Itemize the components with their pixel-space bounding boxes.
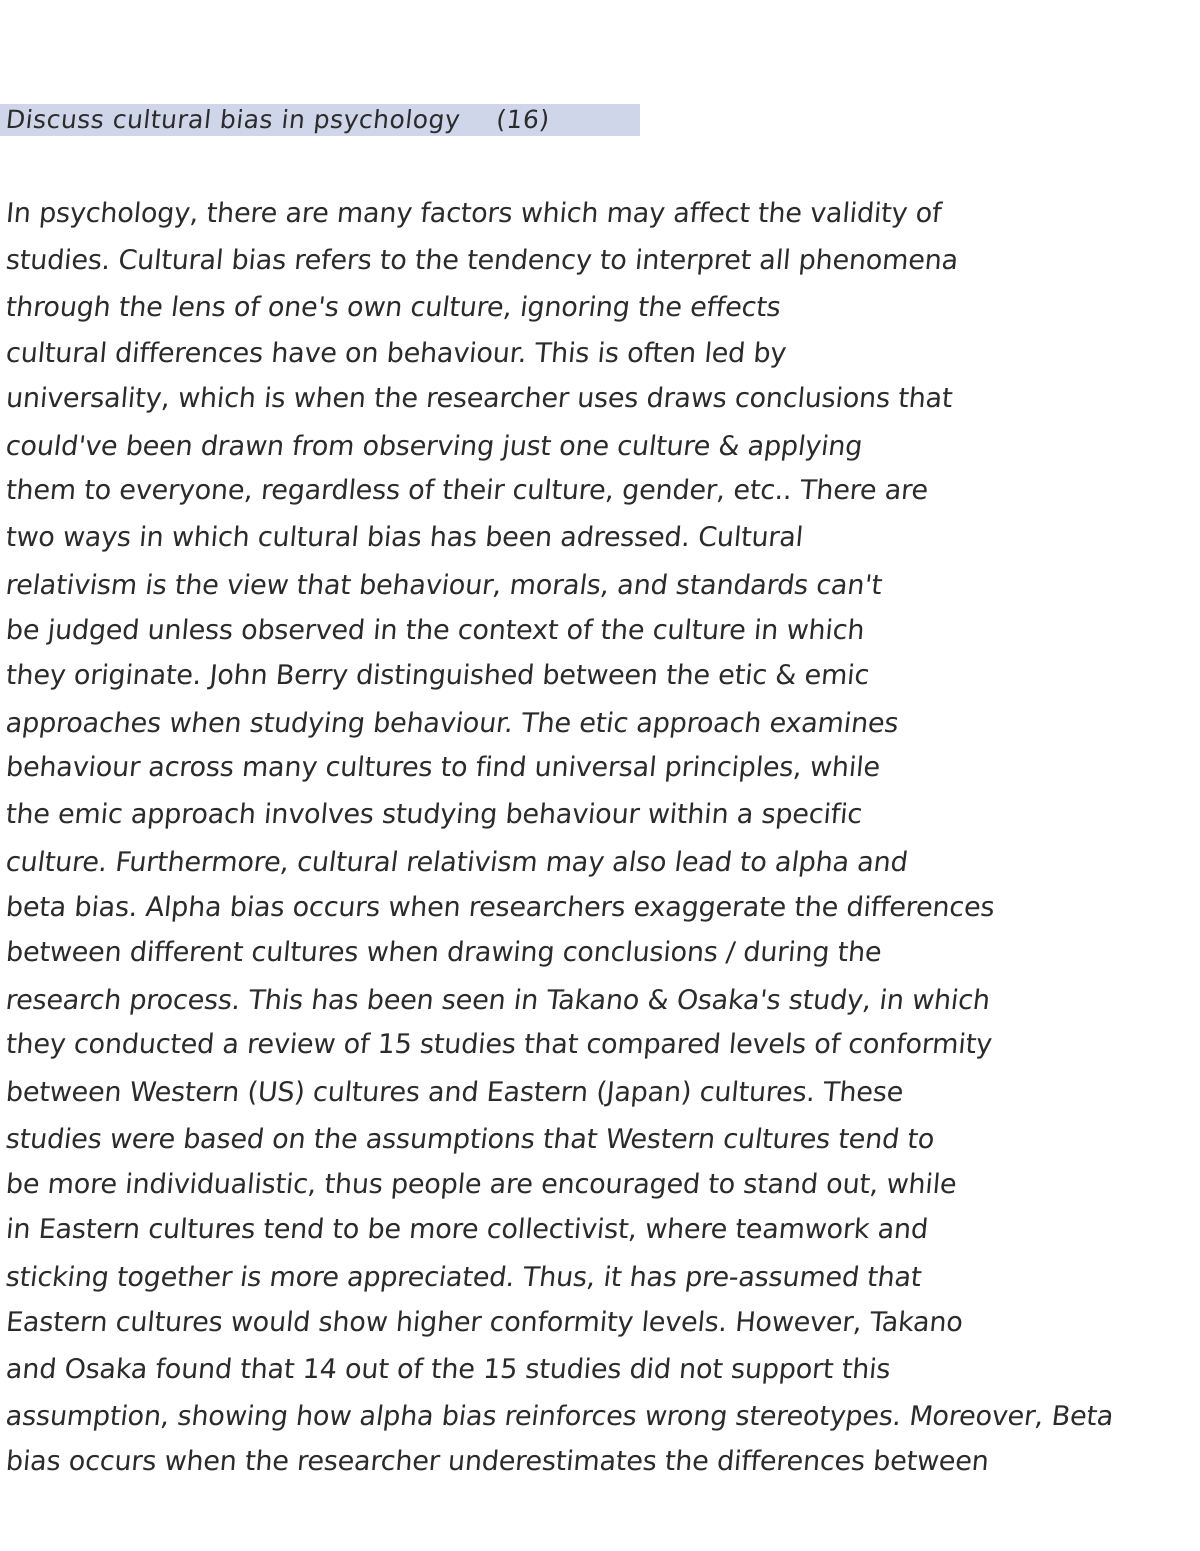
essay-line: they originate. John Berry distinguished between the etic & emic — [4, 659, 871, 691]
essay-line: sticking together is more appreciated. Thus, it has pre-assumed that — [4, 1262, 924, 1294]
essay-line: could've been drawn from observing just one culture & applying — [4, 430, 865, 462]
essay-line: universality, which is when the researcher uses draws conclusions that — [4, 382, 954, 414]
question-title-text: Discuss cultural bias in psychology — [4, 105, 462, 134]
essay-line: between different cultures when drawing conclusions / during the — [4, 937, 883, 968]
question-title — [4, 104, 551, 136]
essay-line: and Osaka found that 14 out of the 15 studies did not support this — [4, 1353, 892, 1385]
essay-line: the emic approach involves studying behaviour within a specific — [4, 799, 864, 831]
essay-line: them to everyone, regardless of their culture, gender, etc.. There are — [4, 475, 930, 507]
essay-line: Eastern cultures would show higher conformity levels. However, Takano — [4, 1306, 965, 1338]
essay-line: be more individualistic, thus people are encouraged to stand out, while — [4, 1168, 958, 1200]
essay-line: bias occurs when the researcher underestimates the differences between — [4, 1446, 991, 1478]
essay-line: between Western (US) cultures and Eastern (Japan) cultures. These — [4, 1076, 905, 1108]
essay-line: research process. This has been seen in Takano & Osaka's study, in which — [4, 985, 992, 1017]
essay-line: studies. Cultural bias refers to the tendency to interpret all phenomena — [4, 245, 960, 277]
essay-line: studies were based on the assumptions that Western cultures tend to — [4, 1123, 937, 1155]
essay-line: two ways in which cultural bias has been adressed. Cultural — [4, 522, 805, 554]
question-marks: (16) — [494, 105, 552, 134]
essay-line: assumption, showing how alpha bias reinforces wrong stereotypes. Moreover, Beta — [4, 1400, 1116, 1432]
essay-line: behaviour across many cultures to find universal principles, while — [4, 752, 882, 784]
essay-body — [6, 192, 1196, 1485]
essay-line: relativism is the view that behaviour, morals, and standards can't — [4, 569, 884, 601]
essay-line: in Eastern cultures tend to be more collectivist, where teamwork and — [4, 1214, 930, 1246]
essay-line: culture. Furthermore, cultural relativism may also lead to alpha and — [4, 846, 910, 878]
essay-line: be judged unless observed in the context of the culture in which — [4, 614, 866, 646]
essay-line: approaches when studying behaviour. The etic approach examines — [4, 708, 901, 740]
essay-line: cultural differences have on behaviour. This is often led by — [4, 337, 788, 369]
essay-line: In psychology, there are many factors which may affect the validity of — [4, 198, 943, 229]
essay-line: they conducted a review of 15 studies that compared levels of conformity — [4, 1029, 994, 1061]
essay-line: beta bias. Alpha bias occurs when researchers exaggerate the differences — [4, 891, 996, 923]
essay-line: through the lens of one's own culture, ignoring the effects — [4, 292, 783, 324]
